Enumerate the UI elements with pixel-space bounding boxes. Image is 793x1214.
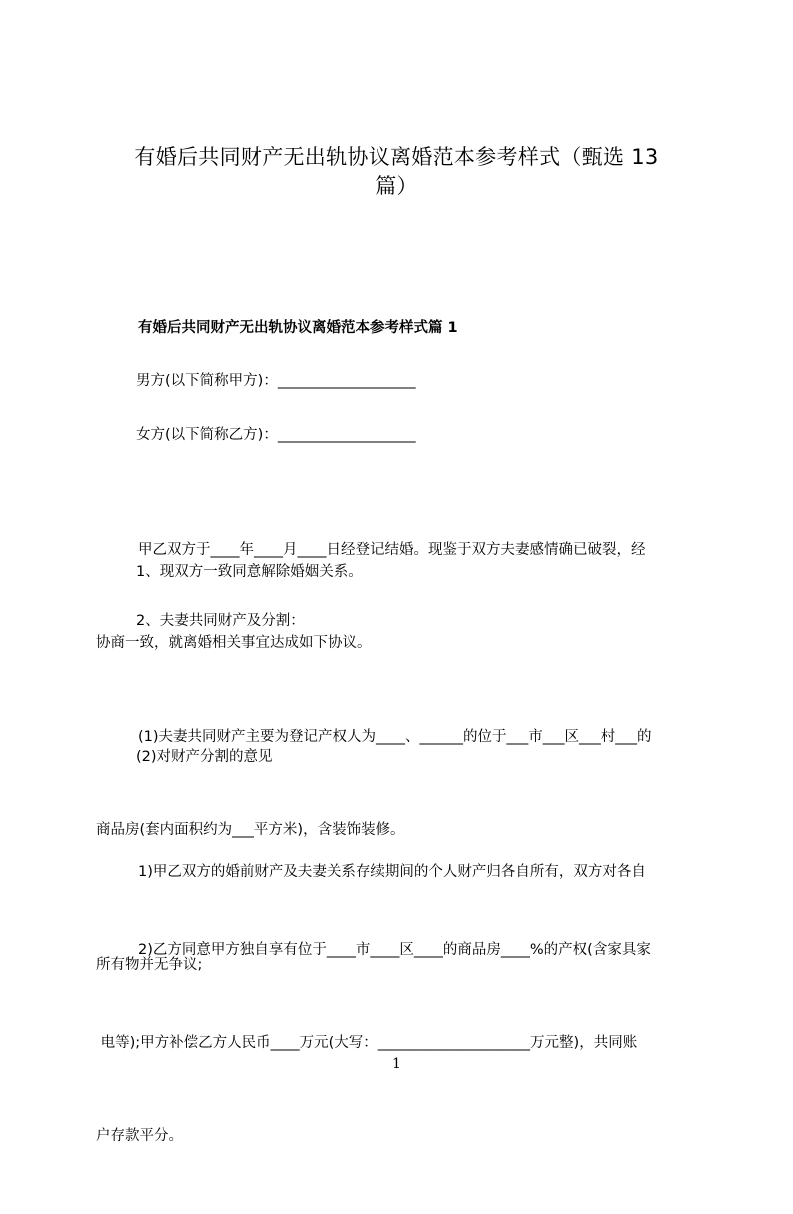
clause-2 bbox=[96, 873, 716, 1214]
female-party-line: 女方(以下简称乙方)：___________________ bbox=[136, 427, 416, 443]
clause-1-line-2: 所有物并无争议; bbox=[96, 957, 203, 973]
document-title-line-1: 有婚后共同财产无出轨协议离婚范本参考样式（甄选 13 bbox=[134, 145, 659, 169]
item-1: 1、现双方一致同意解除婚姻关系。 bbox=[136, 564, 363, 580]
sub-item-2: (2)对财产分割的意见 bbox=[136, 749, 273, 765]
item-2: 2、夫妻共同财产及分割： bbox=[136, 613, 305, 629]
document-title-line-2: 篇） bbox=[375, 174, 418, 198]
clause-1-line-1: 1)甲乙双方的婚前财产及夫妻关系存续期间的个人财产归各自所有，双方对各自 bbox=[138, 864, 646, 880]
clause-2-line-3: 户存款平分。 bbox=[96, 1128, 183, 1144]
clause-2-line-2: 电等);甲方补偿乙方人民币____万元(大写：_____________________万元整)，共同账 bbox=[96, 1035, 638, 1051]
page-number: 1 bbox=[392, 1056, 401, 1072]
intro-line-2: 协商一致，就离婚相关事宜达成如下协议。 bbox=[96, 635, 372, 651]
sub-item-1-line-2: 商品房(套内面积约为___平方米)，含装饰装修。 bbox=[96, 822, 405, 838]
sub-item-1-line-1: (1)夫妻共同财产主要为登记产权人为____、______的位于___市___区___村___的 bbox=[138, 729, 652, 745]
clause-2-line-1: 2)乙方同意甲方独自享有位于____市____区____的商品房____%的产权(含家具家 bbox=[138, 942, 651, 958]
section-heading: 有婚后共同财产无出轨协议离婚范本参考样式篇 1 bbox=[138, 320, 458, 336]
document-title bbox=[96, 143, 697, 201]
intro-line-1: 甲乙双方于____年____月____日经登记结婚。现鉴于双方夫妻感情确已破裂，经 bbox=[138, 542, 646, 558]
male-party-line: 男方(以下简称甲方)：___________________ bbox=[136, 373, 416, 389]
